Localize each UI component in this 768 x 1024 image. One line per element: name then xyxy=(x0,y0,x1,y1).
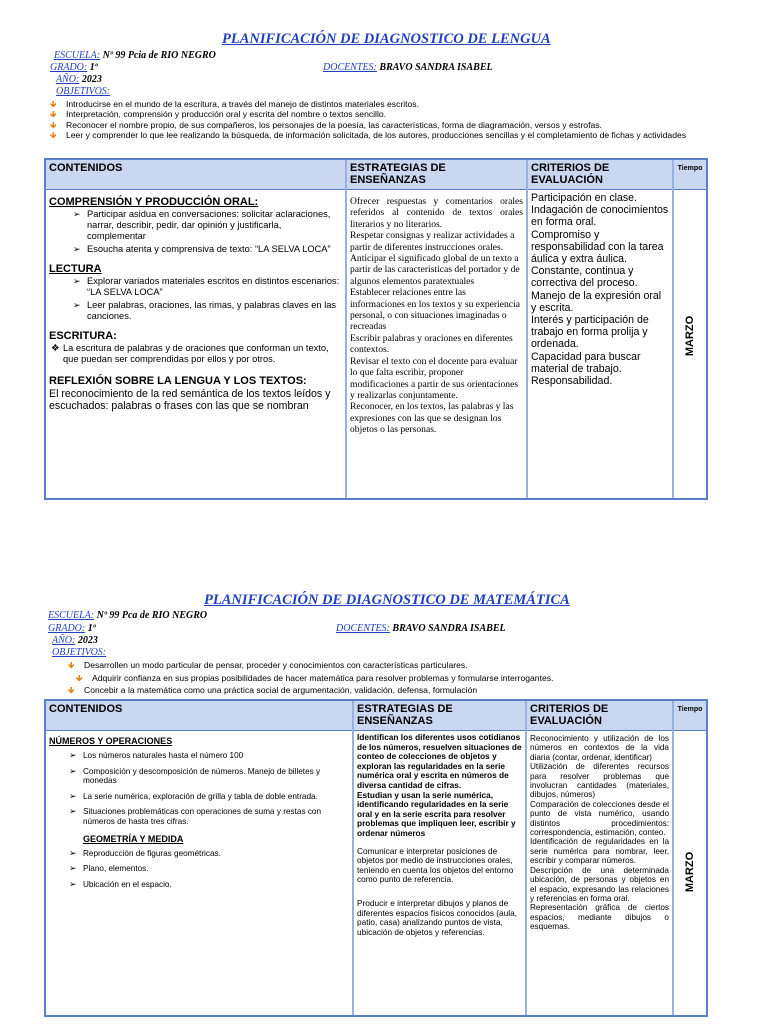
list-item: 🡻 Leer y comprender lo que lee realizando la búsqueda, de información solicitada, de los autores, producciones sencillas y el completamiento de fichas y actividades xyxy=(50,130,687,141)
arrow-down-icon: 🡻 xyxy=(76,672,83,683)
matematica-objetivos-label: OBJETIVOS: xyxy=(52,647,107,658)
list-item: Revisar el texto con el docente para evaluar lo que falta escribir, proponer modificaciones a partir de sus orientaciones y realizarlas conjuntamente. xyxy=(350,355,519,401)
arrow-right-icon: ➢ xyxy=(69,806,77,817)
numeros-title: NÚMEROS Y OPERACIONES xyxy=(49,736,173,746)
lengua-col-estrategias xyxy=(347,160,528,498)
lengua-col-tiempo xyxy=(674,160,706,498)
arrow-right-icon: ➢ xyxy=(73,300,81,310)
tiempo-value: MARZO xyxy=(684,315,696,357)
list-item: ➢ La serie numérica, exploración de grilla y tabla de doble entrada. xyxy=(69,790,318,801)
list-item: ❖ La escritura de palabras y de oraciones que conforman un texto, que puedan ser comprendidas por ellos y por otros. xyxy=(51,343,329,364)
list-item: ➢ Situaciones problemáticas con operaciones de suma y restas con números de hasta tres cifras. xyxy=(69,806,322,826)
header-estrategias: ESTRATEGIAS DE ENSEÑANZAS xyxy=(347,160,526,190)
list-item: Representación gráfica de ciertos espacios, mediante dibujos o esquemas. xyxy=(530,903,669,932)
arrow-down-icon: 🡻 xyxy=(50,130,57,141)
list-item: Ofrecer respuestas y comentarios orales referidos al contenido de textos orales literarios y no literarios. xyxy=(350,196,523,230)
lengua-docentes: DOCENTES: BRAVO SANDRA ISABEL xyxy=(323,62,493,73)
lengua-objetivos-list xyxy=(48,99,748,141)
list-item: 🡻 Introducirse en el mundo de la escritura, a través del manejo de distintos materiales escritos. xyxy=(50,99,419,109)
lengua-col-criterios xyxy=(528,160,674,498)
arrow-right-icon: ➢ xyxy=(69,790,77,801)
list-item: 🡻 Reconocer el nombre propio, de sus compañeros, los personajes de la poesía, las características, forma de diagramación, versos y estrofas. xyxy=(50,119,602,130)
arrow-right-icon: ➢ xyxy=(69,847,77,858)
list-item: Compromiso y responsabilidad con la tarea áulica y extra áulica. xyxy=(531,228,664,266)
matematica-col-tiempo xyxy=(674,701,706,1015)
list-item: Reconocer, en los textos, las palabras y las expresiones con las que se designan los objetos o las personas. xyxy=(350,401,514,436)
reflexion-title: REFLEXIÓN SOBRE LA LENGUA Y LOS TEXTOS: xyxy=(49,375,307,387)
lengua-table xyxy=(44,158,708,500)
lengua-objetivos-label: OBJETIVOS: xyxy=(56,86,111,97)
lengua-escuela: ESCUELA: Nº 99 Pcia de RIO NEGRO xyxy=(54,50,216,61)
lengua-title: PLANIFICACIÓN DE DIAGNOSTICO DE LENGUA xyxy=(222,31,551,47)
arrow-right-icon: ➢ xyxy=(69,878,77,889)
tiempo-value: MARZO xyxy=(684,851,696,893)
list-item: 🡻 Desarrollen un modo particular de pensar, proceder y conocimientos con características particulares. xyxy=(68,660,468,670)
matematica-escuela: ESCUELA: Nº 99 Pca de RIO NEGRO xyxy=(48,610,208,621)
list-item: ➢ Esoucha atenta y comprensiva de texto: “LA SELVA LOCA” xyxy=(73,244,331,254)
matematica-anio: AÑO: 2023 xyxy=(52,635,98,646)
arrow-down-icon: 🡻 xyxy=(50,109,57,120)
arrow-down-icon: 🡻 xyxy=(68,685,75,695)
arrow-down-icon: 🡻 xyxy=(50,119,57,130)
list-item: 🡻 Interpretación, comprensión y producción oral y escrita del nombre o textos sencillo. xyxy=(50,109,387,120)
lengua-col-contenidos xyxy=(46,160,347,498)
escritura-title: ESCRITURA: xyxy=(49,330,117,342)
list-item: Responsabilidad. xyxy=(531,375,613,388)
arrow-right-icon: ➢ xyxy=(69,863,77,874)
list-item: Estudian y usan la serie numérica, identificando regularidades en la serie oral y en la serie escrita para resolver problemas que impliquen leer, escribir y ordenar números xyxy=(357,789,516,838)
matematica-grado: GRADO: 1º xyxy=(48,623,96,634)
list-item: ➢ Leer palabras, oraciones, las rimas, y palabras claves en las canciones. xyxy=(73,300,337,321)
arrow-right-icon: ➢ xyxy=(73,209,81,219)
list-item: Interés y participación de trabajo en forma prolija y ordenada. xyxy=(531,314,649,351)
arrow-right-icon: ➢ xyxy=(73,276,81,286)
matematica-col-contenidos xyxy=(46,701,354,1015)
matematica-title: PLANIFICACIÓN DE DIAGNOSTICO DE MATEMÁTICA xyxy=(204,592,570,608)
list-item: Manejo de la expresión oral y escrita. xyxy=(531,289,662,314)
list-item: ➢ Explorar variados materiales escritos en distintos escenarios: “LA SELVA LOCA” xyxy=(73,276,340,297)
matematica-col-criterios xyxy=(527,701,674,1015)
header-contenidos: CONTENIDOS xyxy=(46,160,345,190)
list-item: Anticipar el significado global de un texto a partir de las características del portador y de algunos elementos paratextuales xyxy=(350,253,520,287)
lengua-anio: AÑO: 2023 xyxy=(56,74,102,85)
list-item: Escribir palabras y oraciones en diferentes contextos. xyxy=(350,332,513,356)
matematica-table xyxy=(44,699,708,1017)
comp-title: COMPRENSIÓN Y PRODUCCIÓN ORAL: xyxy=(49,196,259,208)
list-item: Capacidad para buscar material de trabajo. xyxy=(531,350,641,375)
lengua-grado: GRADO: 1º xyxy=(50,62,98,73)
list-item: Utilización de diferentes recursos para resolver problemas que involucran cantidades (materiales, dibujos, números) xyxy=(530,762,669,800)
arrow-down-icon: 🡻 xyxy=(68,660,75,670)
list-item: Comunicar e interpretar posiciones de objetos por medio de instrucciones orales, teniendo en cuenta los objetos del entorno como punto de referencia. xyxy=(357,845,514,885)
lectura-title: LECTURA xyxy=(49,263,102,275)
arrow-right-icon: ➢ xyxy=(69,750,77,760)
list-item: Comparación de colecciones desde el punto de vista numérico, usando distintos procedimientos: correspondencia, estimación, conteo. xyxy=(530,799,669,838)
arrow-right-icon: ➢ xyxy=(73,244,81,254)
geometria-title: GEOMETRÍA Y MEDIDA xyxy=(83,833,184,844)
list-item: Indagación de conocimientos en forma oral. xyxy=(531,204,669,229)
list-item: Participación en clase. xyxy=(531,192,637,204)
list-item: ➢ Plano, elementos. xyxy=(69,863,149,874)
list-item: Identifican los diferentes usos cotidianos de los números, resuelven situaciones de conteo de colecciones de objetos y exploran las regularidades en la serie numérica oral y escrita en números de diversa cantidad de cifras. xyxy=(357,732,522,790)
list-item: 🡻 Adquirir confianza en sus propias posibilidades de hacer matemática para resolver problemas y formularse interrogantes. xyxy=(76,672,554,683)
list-item: Respetar consignas y realizar actividades a partir de diferentes instrucciones orales. xyxy=(350,230,515,253)
list-item: Identificación de regularidades en la serie numérica para nombrar, leer, escribir y comparar números. xyxy=(530,837,669,866)
diamond-bullet-icon: ❖ xyxy=(51,343,60,353)
header-tiempo: Tiempo xyxy=(677,706,703,713)
arrow-down-icon: 🡻 xyxy=(50,99,57,109)
header-tiempo: Tiempo xyxy=(677,165,703,172)
arrow-right-icon: ➢ xyxy=(69,765,77,776)
list-item: ➢ Composición y descomposición de números. Manejo de billetes y monedas xyxy=(69,765,321,786)
header-contenidos: CONTENIDOS xyxy=(46,701,352,731)
list-item: Reconocimiento y utilización de los números en contextos de la vida diaria (contar, ordenar, identificar) xyxy=(530,734,669,762)
list-item: ➢ Reproducción de figuras geométricas. xyxy=(69,847,221,858)
matematica-objetivos-list xyxy=(66,659,746,697)
matematica-col-estrategias xyxy=(354,701,527,1015)
list-item: 🡻 Concebir a la matemática como una práctica social de argumentación, validación, defensa, formulación xyxy=(68,685,478,695)
list-item: Descripción de una determinada ubicación, de personas y objetos en el espacio, expresando las relaciones y referencias en forma oral. xyxy=(530,865,669,903)
header-criterios: CRITERIOS DE EVALUACIÓN xyxy=(528,160,672,190)
list-item: ➢ Ubicación en el espacio. xyxy=(69,878,172,889)
header-estrategias: ESTRATEGIAS DE ENSEÑANZAS xyxy=(354,701,525,731)
list-item: ➢ Los números naturales hasta el número 100 xyxy=(69,750,244,760)
list-item: Constante, continua y correctiva del proceso. xyxy=(531,265,638,290)
matematica-docentes: DOCENTES: BRAVO SANDRA ISABEL xyxy=(336,623,506,634)
reflexion-text: El reconocimiento de la red semántica de los textos leídos y escuchados: palabras o frases con las que se nombran xyxy=(49,388,331,413)
list-item: ➢ Participar asidua en conversaciones: solicitar aclaraciones, narrar, describir, pedir, dar opinión y justificarla, complementar xyxy=(73,209,331,241)
header-criterios: CRITERIOS DE EVALUACIÓN xyxy=(527,701,672,731)
list-item: Producir e interpretar dibujos y planos de diferentes espacios físicos conocidos (aula, patio, casa) analizando puntos de vista, ubicación de objetos y referencias. xyxy=(357,897,518,937)
list-item: Establecer relaciones entre las informaciones en los textos y su experiencia personal, o con situaciones imaginadas o recreadas xyxy=(350,287,520,333)
